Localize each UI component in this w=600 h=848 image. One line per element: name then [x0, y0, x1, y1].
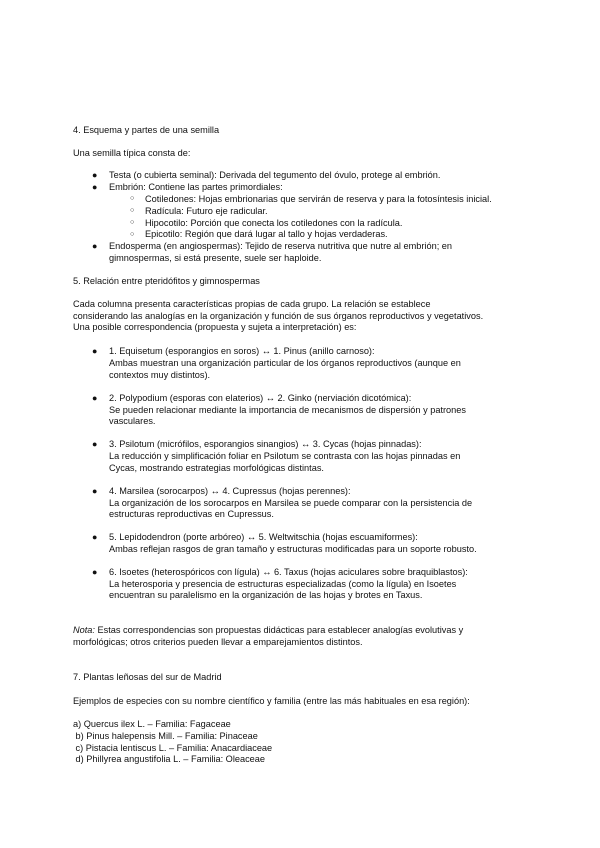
list-item: Testa (o cubierta seminal): Derivada del tegumento del óvulo, protege al embrión.: [109, 170, 441, 180]
correspondence-text: Ambas muestran una organización particular de los órganos reproductivos (aunque en: [109, 358, 461, 368]
paragraph-line: Una posible correspondencia (propuesta y sujeta a interpretación) es:: [73, 322, 357, 332]
correspondence-text: estructuras reproductivas en Cupressus.: [109, 509, 274, 519]
note-text: Estas correspondencias son propuestas didácticas para establecer analogías evolutivas y: [94, 625, 464, 635]
bullet-icon: ●: [92, 170, 98, 180]
correspondence-title: 2. Polypodium (esporas con elaterios) ↔ 2. Ginko (nerviación dicotómica):: [109, 393, 412, 403]
list-item: Embrión: Contiene las partes primordiales:: [109, 182, 283, 192]
note-line: [73, 625, 463, 637]
correspondence-title: 3. Psilotum (micrófilos, esporangios sinangios) ↔ 3. Cycas (hojas pinnadas):: [109, 439, 422, 449]
correspondence-title: 4. Marsilea (sorocarpos) ↔ 4. Cupressus (hojas perennes):: [109, 486, 351, 496]
bullet-icon: ●: [92, 182, 98, 192]
species-item: d) Phillyrea angustifolia L. – Familia: Oleaceae: [73, 754, 266, 764]
correspondence-text: contextos muy distintos).: [109, 370, 211, 380]
section-4-intro: Una semilla típica consta de:: [73, 148, 191, 158]
correspondence-text: Cycas, mostrando estrategias morfológicas distintas.: [109, 463, 324, 473]
sub-list-item: Hipocotilo: Porción que conecta los cotiledones con la radícula.: [145, 218, 403, 228]
correspondence-text: La organización de los sorocarpos en Marsilea se puede comparar con la persistencia de: [109, 498, 473, 508]
paragraph-line: Cada columna presenta características propias de cada grupo. La relación se establece: [73, 299, 431, 309]
bullet-icon: ●: [92, 532, 98, 542]
circle-bullet-icon: ○: [130, 207, 135, 214]
section-4-heading: 4. Esquema y partes de una semilla: [73, 125, 220, 135]
circle-bullet-icon: ○: [130, 231, 135, 238]
sub-list-item: Radícula: Futuro eje radicular.: [145, 206, 268, 216]
section-7-heading: 7. Plantas leñosas del sur de Madrid: [73, 672, 222, 682]
bullet-icon: ●: [92, 439, 98, 449]
species-item: b) Pinus halepensis Mill. – Familia: Pinaceae: [73, 731, 258, 741]
correspondence-title: 1. Equisetum (esporangios en soros) ↔ 1. Pinus (anillo carnoso):: [109, 346, 375, 356]
correspondence-text: Ambas reflejan rasgos de gran tamaño y estructuras modificadas para un soporte robusto.: [109, 544, 477, 554]
list-item-continuation: gimnospermas, si está presente, suele ser haploide.: [109, 253, 322, 263]
sub-list-item: Cotiledones: Hojas embrionarias que servirán de reserva y para la fotosíntesis inicial.: [145, 194, 492, 204]
bullet-icon: ●: [92, 241, 98, 251]
bullet-icon: ●: [92, 486, 98, 496]
correspondence-text: Se pueden relacionar mediante la importancia de mecanismos de dispersión y patrones: [109, 405, 466, 415]
section-5-heading: 5. Relación entre pteridófitos y gimnospermas: [73, 276, 260, 286]
correspondence-text: encuentran su paralelismo en la organización de las hojas y brotes en Taxus.: [109, 590, 423, 600]
list-item: Endosperma (en angiospermas): Tejido de reserva nutritiva que nutre al embrión; en: [109, 241, 453, 251]
bullet-icon: ●: [92, 346, 98, 356]
correspondence-text: La reducción y simplificación foliar en Psilotum se contrasta con las hojas pinnadas en: [109, 451, 461, 461]
bullet-icon: ●: [92, 567, 98, 577]
sub-list-item: Epicotilo: Región que dará lugar al tallo y hojas verdaderas.: [145, 229, 388, 239]
section-7-intro: Ejemplos de especies con su nombre científico y familia (entre las más habituales en esa región):: [73, 696, 470, 706]
paragraph-line: considerando las analogías en la organización y función de sus órganos reproductivos y vegetativos.: [73, 311, 484, 321]
note-line: morfológicas; otros criterios pueden llevar a emparejamientos distintos.: [73, 637, 363, 647]
correspondence-text: La heterosporia y presencia de estructuras especializadas (como la lígula) en Isoetes: [109, 579, 457, 589]
species-item: c) Pistacia lentiscus L. – Familia: Anacardiaceae: [73, 743, 273, 753]
circle-bullet-icon: ○: [130, 219, 135, 226]
species-item: a) Quercus ilex L. – Familia: Fagaceae: [73, 719, 231, 729]
correspondence-title: 5. Lepidodendron (porte arbóreo) ↔ 5. Weltwitschia (hojas escuamiformes):: [109, 532, 418, 542]
note-label: Nota:: [73, 625, 95, 635]
correspondence-text: vasculares.: [109, 416, 156, 426]
circle-bullet-icon: ○: [130, 195, 135, 202]
bullet-icon: ●: [92, 393, 98, 403]
correspondence-title: 6. Isoetes (heterospóricos con lígula) ↔ 6. Taxus (hojas aciculares sobre braquiblastos):: [109, 567, 468, 577]
